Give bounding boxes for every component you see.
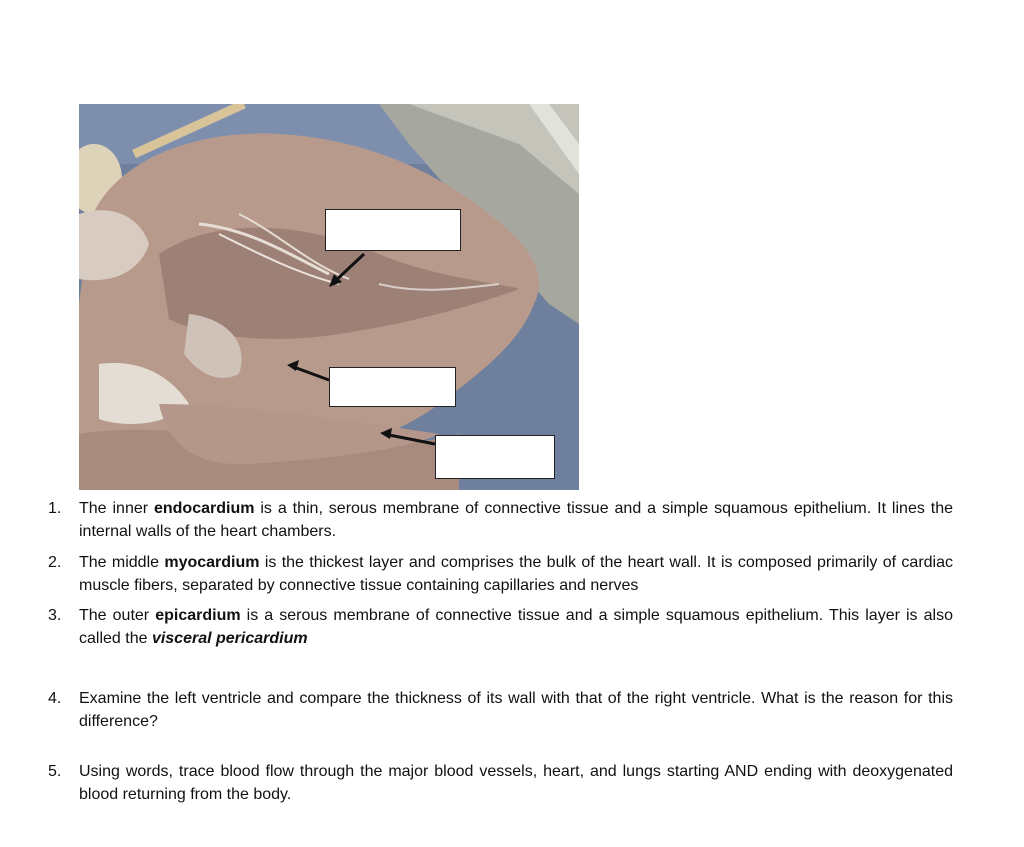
list-item-3 bbox=[48, 604, 953, 650]
text-run: is the thickest layer and comprises the bulk of the heart wall. It is composed primarily of cardiac muscle fibers, separated by connective tissue containing capillaries and nerves bbox=[79, 554, 954, 594]
label-box-bottom[interactable] bbox=[435, 435, 555, 479]
text-run: Examine the left ventricle and compare the thickness of its wall with that of the right ventricle. What is the reason for this difference? bbox=[79, 690, 953, 730]
list-item-text bbox=[79, 760, 953, 806]
list-item-text bbox=[79, 551, 953, 597]
list-item-5 bbox=[48, 760, 953, 806]
list-item-text bbox=[79, 687, 953, 733]
term-myocardium: myocardium bbox=[164, 554, 260, 571]
list-item-4 bbox=[48, 687, 953, 733]
list-item-1 bbox=[48, 497, 953, 543]
text-run: The outer bbox=[79, 607, 156, 624]
term-endocardium: endocardium bbox=[153, 500, 255, 517]
text-run: is a serous membrane of connective tissue and a simple squamous epithelium. This layer is also called the bbox=[79, 607, 953, 647]
list-number: 4. bbox=[48, 690, 62, 707]
list-number: 1. bbox=[48, 500, 62, 517]
list-number: 5. bbox=[48, 763, 62, 780]
text-run: The inner bbox=[79, 500, 154, 517]
term-epicardium: epicardium bbox=[155, 607, 241, 624]
heart-photo-illustration bbox=[79, 104, 579, 490]
label-box-middle[interactable] bbox=[329, 367, 456, 407]
list-item-2 bbox=[48, 551, 953, 597]
text-run: is a thin, serous membrane of connective tissue and a simple squamous epithelium. It lines the internal walls of the heart chambers. bbox=[79, 500, 953, 540]
list-item-text bbox=[79, 497, 953, 543]
list-item-text bbox=[79, 604, 953, 650]
label-box-top[interactable] bbox=[325, 209, 461, 251]
text-run: Using words, trace blood flow through the major blood vessels, heart, and lungs starting AND ending with deoxygenated blood returning from the body. bbox=[79, 763, 953, 803]
term-visceral-pericardium: visceral pericardium bbox=[151, 630, 308, 647]
text-run: The middle bbox=[79, 554, 165, 571]
list-number: 3. bbox=[48, 607, 62, 624]
heart-dissection-photo bbox=[79, 104, 579, 490]
list-number: 2. bbox=[48, 554, 62, 571]
